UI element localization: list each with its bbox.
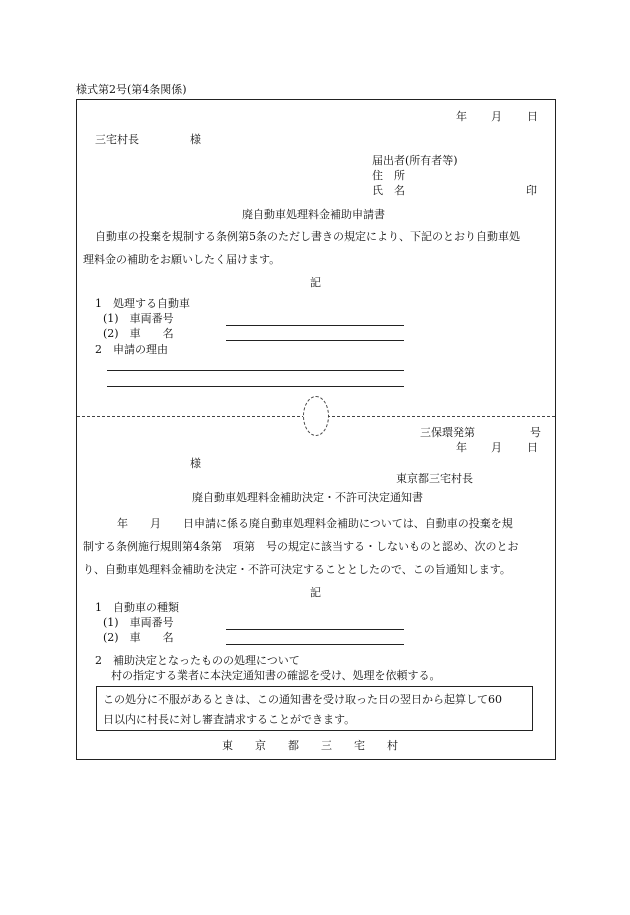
notice-body-line3: り、自動車処理料金補助を決定・不許可決定することとしたので、この旨通知します。 [83, 563, 511, 576]
appeal-line1: この処分に不服があるときは、この通知書を受け取った日の翌日から起算して60 [103, 693, 502, 706]
application-title: 廃自動車処理料金補助申請書 [242, 208, 385, 221]
application-vehicle-name-line [226, 340, 404, 341]
addressee-mayor: 三宅村長 [95, 133, 139, 146]
notice-title: 廃自動車処理料金補助決定・不許可決定通知書 [192, 491, 423, 504]
notice-date-year: 年 [456, 441, 467, 454]
form-number: 様式第2号(第4条関係) [76, 83, 187, 96]
notice-body-line2: 制する条例施行規則第4条第 項第 号の規定に該当する・しないものと認め、次のとお [83, 540, 519, 553]
application-body-line2: 理料金の補助をお願いしたく届けます。 [83, 253, 281, 266]
name-label: 氏 名 [372, 184, 405, 197]
application-ki: 記 [310, 276, 321, 289]
seal-mark: 印 [526, 184, 537, 197]
notice-body-line1: 年 月 日申請に係る廃自動車処理料金補助については、自動車の投棄を規 [95, 517, 513, 530]
address-label: 住 所 [372, 169, 405, 182]
notice-doc-number: 三保環発第 号 [420, 426, 541, 439]
applicant-label: 届出者(所有者等) [372, 154, 458, 167]
notice-vehicle-name-line [226, 644, 404, 645]
notice-addressee-honorific: 様 [190, 457, 201, 470]
footer-issuer: 東 京 都 三 宅 村 [222, 739, 398, 752]
application-vehicle-name-label: (2) 車 名 [103, 327, 174, 340]
application-body-line1: 自動車の投棄を規制する条例第5条のただし書きの規定により、下記のとおり自動車処 [95, 230, 520, 243]
notice-vehicle-name-label: (2) 車 名 [103, 631, 174, 644]
notice-date-day: 日 [527, 441, 538, 454]
addressee-honorific: 様 [190, 133, 201, 146]
application-date-year: 年 [456, 110, 467, 123]
reason-line-2 [107, 386, 404, 387]
application-item2-label: 2 申請の理由 [95, 343, 168, 356]
application-date-day: 日 [527, 110, 538, 123]
application-item1-label: 1 処理する自動車 [95, 297, 190, 310]
application-vehicle-number-line [226, 325, 404, 326]
notice-issuer: 東京都三宅村長 [396, 472, 473, 485]
application-vehicle-number-label: (1) 車両番号 [103, 312, 174, 325]
appeal-line2: 日以内に村長に対し審査請求することができます。 [103, 713, 356, 726]
notice-date-month: 月 [491, 441, 502, 454]
application-date-month: 月 [491, 110, 502, 123]
tally-seal-circle [303, 396, 329, 436]
notice-item1-label: 1 自動車の種類 [95, 601, 179, 614]
reason-line-1 [107, 370, 404, 371]
notice-ki: 記 [310, 586, 321, 599]
notice-vehicle-number-label: (1) 車両番号 [103, 616, 174, 629]
notice-item2-label: 2 補助決定となったものの処理について [95, 654, 300, 667]
notice-item2-text: 村の指定する業者に本決定通知書の確認を受け、処理を依頼する。 [111, 669, 441, 682]
notice-vehicle-number-line [226, 629, 404, 630]
